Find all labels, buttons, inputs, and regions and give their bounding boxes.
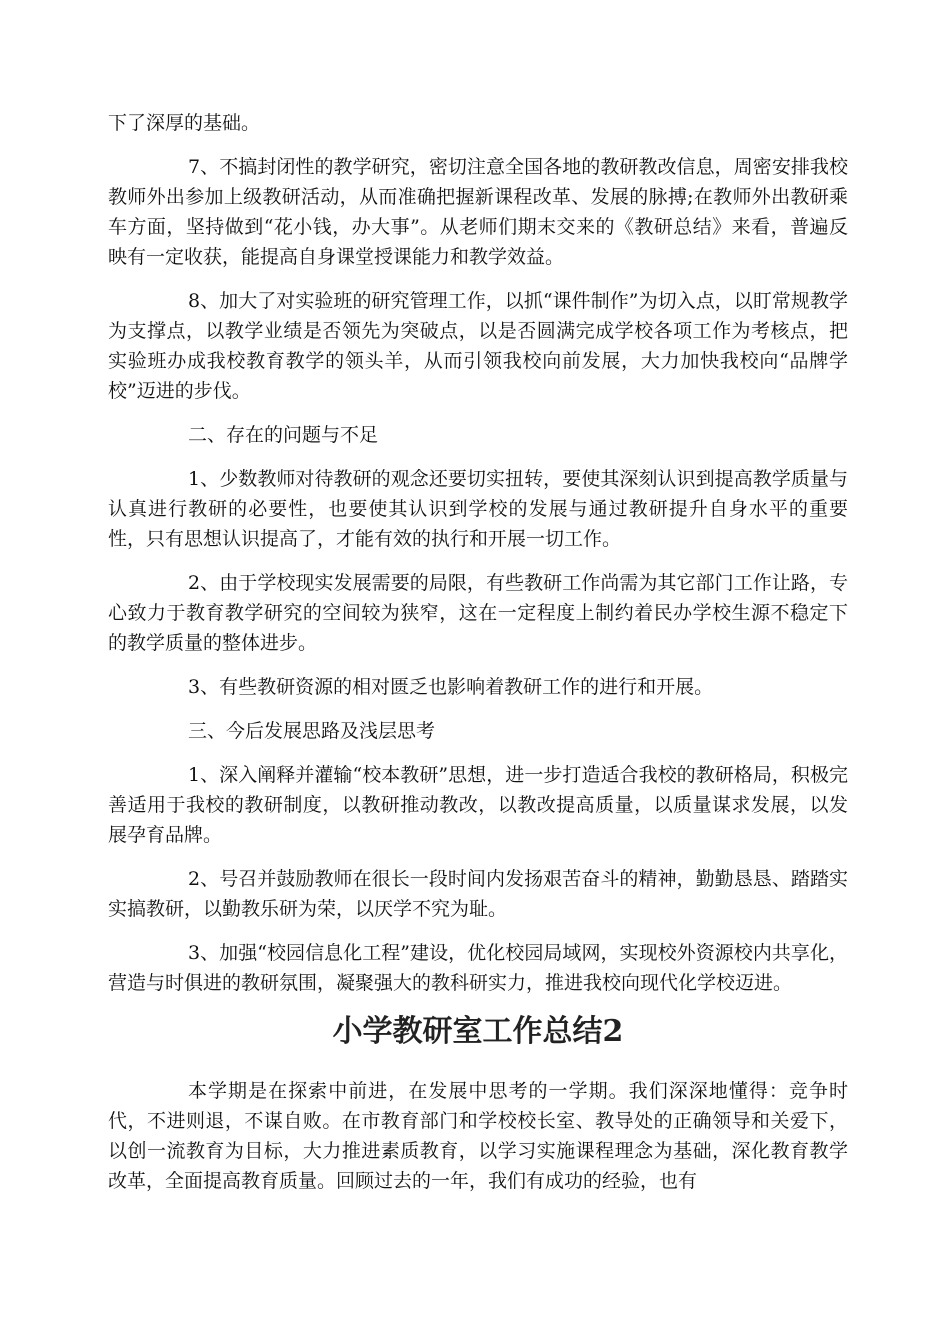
paragraph: 本学期是在探索中前进，在发展中思考的一学期。我们深深地懂得：竞争时代，不进则退，不谋自败。在市教育部门和学校校长室、教导处的正确领导和关爱下，以创一流教育为目标，大力推进素质教育，以学习实施课程理念为基础，深化教育教学改革，全面提高教育质量。回顾过去的一年，我们有成功的经验，也有: [108, 1080, 848, 1192]
paragraph: 8、加大了对实验班的研究管理工作，以抓“课件制作”为切入点，以盯常规教学为支撑点，以教学业绩是否领先为突破点，以是否圆满完成学校各项工作为考核点，把实验班办成我校教育教学的领头羊，从而引领我校向前发展，大力加快我校向“品牌学校”迈进的步伐。: [108, 290, 848, 402]
section-heading: 二、存在的问题与不足: [188, 424, 379, 446]
document-title: 小学教研室工作总结2: [332, 1014, 624, 1049]
section-heading: 三、今后发展思路及浅层思考: [188, 720, 436, 742]
paragraph: 1、深入阐释并灌输“校本教研”思想，进一步打造适合我校的教研格局，积极完善适用于我校的教研制度，以教研推动教改，以教改提高质量，以质量谋求发展，以发展孕育品牌。: [108, 764, 848, 846]
paragraph: 3、加强“校园信息化工程”建设，优化校园局域网，实现校外资源校内共享化，营造与时俱进的教研氛围，凝聚强大的教科研实力，推进我校向现代化学校迈进。: [108, 942, 848, 994]
paragraph: 2、由于学校现实发展需要的局限，有些教研工作尚需为其它部门工作让路，专心致力于教育教学研究的空间较为狭窄，这在一定程度上制约着民办学校生源不稳定下的教学质量的整体进步。: [108, 572, 848, 654]
document-page: [108, 108, 848, 1210]
paragraph: 下了深厚的基础。: [108, 112, 261, 134]
paragraph: 3、有些教研资源的相对匮乏也影响着教研工作的进行和开展。: [188, 676, 714, 698]
paragraph: 1、少数教师对待教研的观念还要切实扭转，要使其深刻认识到提高教学质量与认真进行教研的必要性，也要使其认识到学校的发展与通过教研提升自身水平的重要性，只有思想认识提高了，才能有效的执行和开展一切工作。: [108, 468, 848, 550]
paragraph: 7、不搞封闭性的教学研究，密切注意全国各地的教研教改信息，周密安排我校教师外出参加上级教研活动，从而准确把握新课程改革、发展的脉搏;在教师外出教研乘车方面，坚持做到“花小钱，办大事”。从老师们期末交来的《教研总结》来看，普遍反映有一定收获，能提高自身课堂授课能力和教学效益。: [108, 156, 848, 268]
paragraph: 2、号召并鼓励教师在很长一段时间内发扬艰苦奋斗的精神，勤勤恳恳、踏踏实实搞教研，以勤教乐研为荣，以厌学不究为耻。: [108, 868, 848, 920]
